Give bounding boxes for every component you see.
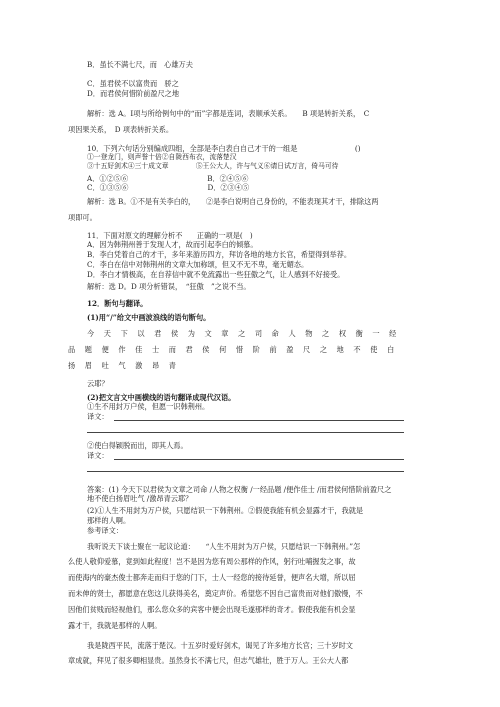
punctuation-text-3: 扬眉吐气激昂青 [68,361,186,370]
analysis-9-cont: 项因果关系， D 项表转折关系。 [68,125,174,134]
translation-para2-line1: 我是陇西平民，流落于楚汉。十五岁时爱好剑术，谒见了许多地方长官；三十岁时文 [87,641,353,650]
analysis-9: 解析：选 A。Ⅰ项与所给例句中的“而”字都是连词，表顺承关系。 B 项是转折关系， C [87,109,370,118]
answer-12-part2-cont: 那样的人啊。 [87,516,131,525]
reference-translation-label: 参考译文： [87,526,123,535]
answer-12: 答案：(1) 今天下以君侯为文章之司命 /人物之权衡 /一经品题 /便作佳士 /而君侯何惜阶前盈尺之 [87,485,392,494]
translation-para1-line2: 么使人敬仰爱慕，竟到如此程度！岂不是因为您有周公那样的作风，躬行吐哺握发之事，故 [68,557,356,566]
question-11-option-d: D．李白才情极高，在自荐信中就不免流露出一些狂傲之气，让人感到不好接受。 [87,270,345,279]
answer-line [114,459,404,460]
translation-para1-line5: 因他们贫贱而轻视他们，那么您众多的宾客中便会出现毛遂那样的奇才。假使我能有机会显 [68,605,356,614]
question-12-part1: (1)用“/”给文中画波浪线的语句断句。 [87,313,211,322]
question-11-option-c: C．李白在信中对韩荆州的文章大加称颂，但又不无不卑，毫无媚态。 [87,260,309,269]
translation-label-1: 译文： [87,412,109,421]
question-10-options-ab: A．①②⑤⑥ B．②④⑤⑥ [87,174,249,183]
answer-12-part2: (2)①人生不用封为万户侯，只愿结识一下韩荆州。②假使我能有机会显露才干，我就是 [87,506,364,515]
answer-12-cont: 地不使白扬眉吐气 /激昂青云耶？ [87,494,193,503]
translate-item-2: ②使白得颖脱而出，即其人焉。 [87,441,188,450]
question-12: 12．断句与翻译。 [87,299,148,308]
translation-para1-line4: 而未伸的贤士，都愿意在您这儿获得美名，奠定声价。希望您不因自己富贵而对他们傲慢，不 [68,589,363,598]
translation-para1-line1: 我听说天下谈士聚在一起议论道： “人生不用封为万户侯，只愿结识一下韩荆州。”怎 [87,542,361,551]
translation-label-2: 译文： [87,451,109,460]
question-10-options-cd: C．①③⑤⑥ D．②③④⑤ [87,183,250,192]
option-d: D．而君侯何惜阶前盈尺之地 [87,89,180,98]
question-10: 10．下列六句话分别编成四组，全部是李白表白自己才干的一组是 () [87,144,361,153]
question-10-items-2: ③十五好剑术④三十成文章 ⑤王公大人，许与气义⑥请日试万言，倚马可待 [87,162,339,170]
answer-line [87,471,404,472]
translation-para2-line2: 章成就，拜见了很多卿相显贵。虽然身长不满七尺，但志气雄壮，胜于万人。王公大人都 [68,656,349,665]
punctuation-text-2: 品题便作佳士而君侯何惜阶前盈尺之地不使白 [68,345,404,354]
question-11: 11．下面对原文的理解分析不 正确的一项是( ) [87,231,253,240]
question-10-items-1: ①一登龙门，则声誉十倍②自陇西布衣，流落楚汉 [87,153,237,161]
translation-para1-line3: 而使海内的豪杰俊士都奔走而归于您的门下，士人一经您的接待延誉，便声名大增，所以屈 [68,573,356,582]
answer-line [114,420,404,421]
question-11-option-b: B．李白凭着自己的才干，多年来游历四方，拜访各地的地方长官，希望得到举荐。 [87,250,352,259]
punctuation-text-1: 今天下以君侯为文章之司命人物之权衡一经 [87,329,406,338]
answer-line [87,432,404,433]
translation-para1-line6: 露才干，我就是那样的人啊。 [68,621,162,630]
analysis-10-cont: 项即可。 [68,213,97,222]
analysis-11: 解析：选 D。D 项分析错误， “狂傲 ”之说不当。 [87,282,251,291]
question-11-option-a: A．因为韩荆州善于发现人才，故而引起李白的倾慕。 [87,240,258,249]
question-12-part2: (2)把文言文中画横线的语句翻译成现代汉语。 [87,393,236,402]
translate-item-1: ①生不用封万户侯，但愿一识韩荆州。 [87,402,210,411]
option-b: B．虽长不满七尺，而 心雄万夫 [87,60,193,69]
punctuation-text-4: 云耶？ [87,379,109,388]
option-c: C．虽君侯不以富贵而 骄之 [87,79,179,88]
analysis-10: 解析：选 B。①不是有关李白的， ②是李白说明自己身份的，不能表现其才干，排除这两 [87,197,379,206]
